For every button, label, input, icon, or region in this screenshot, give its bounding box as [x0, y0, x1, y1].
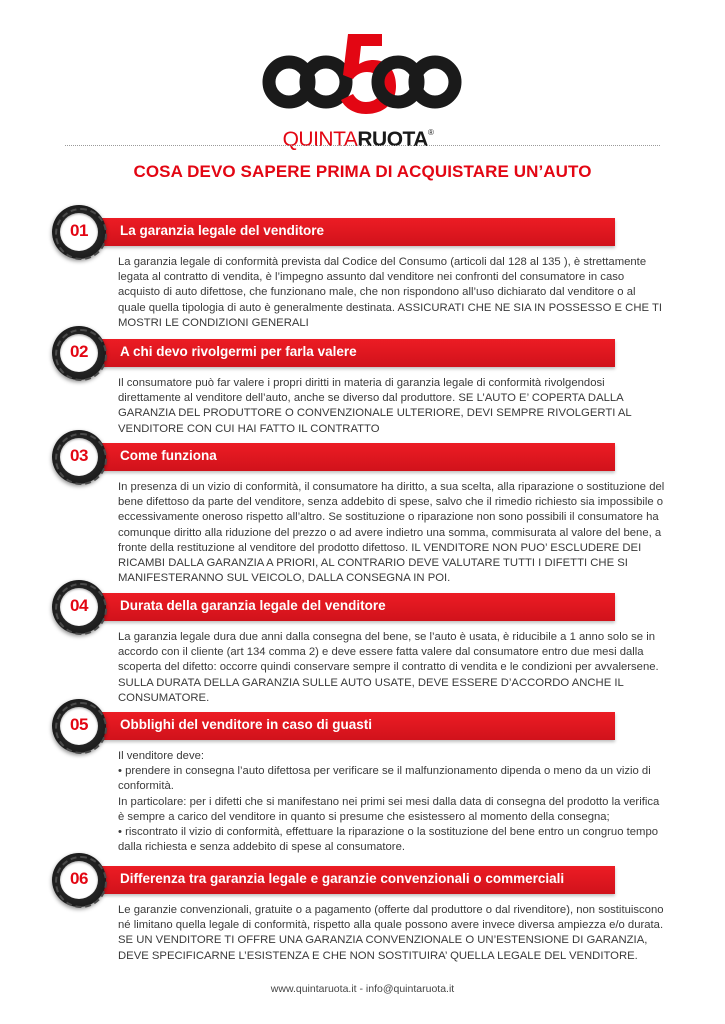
tyre-icon: [52, 430, 106, 484]
section-header-bar: [93, 443, 615, 471]
tyre-icon: [52, 699, 106, 753]
section-title: Differenza tra garanzia legale e garanzie convenzionali o commerciali: [120, 871, 565, 886]
tyre-badge: [60, 213, 98, 251]
tyre-icon: [52, 326, 106, 380]
registered-mark: ®: [427, 128, 434, 137]
tyre-badge: [60, 707, 98, 745]
section-title: Come funziona: [120, 448, 217, 463]
section-title: Obblighi del venditore in caso di guasti: [120, 717, 373, 732]
section-body: [118, 480, 666, 586]
logo-ring-4: [415, 62, 455, 102]
section-number: 04: [70, 596, 88, 615]
brand-name-part1: QUINTA: [282, 128, 358, 151]
section-paragraph: La garanzia legale dura due anni dalla consegna del bene, se l’auto è usata, è riducibile a 1 anno solo se in accordo con il cliente (art 134 comma 2) e deve essere fatta valere dal consumatore entro due mesi dalla scoperta del difetto: occorre quindi conservare sempre il contratto di vendita e le condizioni per avvalersene. SULLA DURATA DELLA GARANZIA SULLE AUTO USATE, DEVE ESSERE D’ACCORDO ANCHE IL CONSUMATORE.: [118, 631, 659, 704]
page-title: COSA DEVO SAPERE PRIMA DI ACQUISTARE UN’AUTO: [133, 162, 592, 181]
section-title: A chi devo rivolgermi per farla valere: [120, 344, 357, 359]
dotted-divider: [65, 145, 660, 146]
section-body: [118, 749, 666, 855]
logo-mark: [262, 26, 462, 126]
brand-name-part2: RUOTA: [357, 128, 428, 151]
section-number: 05: [70, 715, 88, 734]
brand-logo: [262, 26, 462, 151]
tyre-badge: [60, 438, 98, 476]
section-header-bar: [93, 339, 615, 367]
section-number: 06: [70, 869, 88, 888]
section-body: [118, 255, 666, 331]
section-paragraph: Le garanzie convenzionali, gratuite o a pagamento (offerte dal produttore o dal rivenditore), non sostituiscono né limitano quella legale di conformità, rispetto alla quale possono avere invece diversa ampiezza e/o durata. SE UN VENDITORE TI OFFRE UNA GARANZIA CONVENZIONALE O UN’ESTENSIONE DI GARANZIA, DEVE SPECIFICARNE L’ESISTENZA E CHE NON SOSTITUIRA’ QUELLA LEGALE DEL VENDITORE.: [118, 904, 664, 962]
section-paragraph: In presenza di un vizio di conformità, il consumatore ha diritto, a sua scelta, alla riparazione o sostituzione del bene difettoso da parte del venditore, senza addebito di spese, salvo che il rimedio richiesto sia impossibile o eccessivamente oneroso rispetto all’altro. Se sostituzione o riparazione non sono possibili il consumatore ha comunque diritto alla riduzione del prezzo o ad avere indietro una somma, commisurata al valore del bene, a fronte della restituzione al venditore del prodotto difettoso. IL VENDITORE NON PUO’ ESCLUDERE DEI RICAMBI DALLA GARANZIA A PRIORI, AL CONTRARIO DEVE VALUTARE TUTTI I DIFETTI CHE SI MANIFESTERANNO SUL VEICOLO, DALLA CONSEGNA IN POI.: [118, 481, 665, 585]
section-body: [118, 630, 666, 706]
section-title: Durata della garanzia legale del venditore: [120, 598, 386, 613]
tyre-icon: [52, 580, 106, 634]
section-number: 01: [70, 221, 88, 240]
footer-contacts[interactable]: www.quintaruota.it - info@quintaruota.it: [270, 983, 455, 995]
section-paragraph: In particolare: per i difetti che si manifestano nei primi sei mesi dalla data di consegna del prodotto la verifica è sempre a carico del venditore in quanto si presume che esistessero al momento della consegna;: [118, 795, 660, 823]
tyre-badge: [60, 334, 98, 372]
section-header-bar: [93, 866, 615, 894]
section-body: [118, 376, 666, 437]
section-paragraph: Il venditore deve:: [118, 750, 205, 762]
section-paragraph: La garanzia legale di conformità prevista dal Codice del Consumo (articoli dal 128 al 135 ), è strettamente legata al contratto di vendita, è l’impegno assunto dal venditore nei confronti del consumatore in caso acquisto di auto difettose, che funzionano male, che non rispondono all’uso dichiarato dal venditore o al quale quella tipologia di auto è generalmente destinata. ASSICURATI CHE NE SIA IN POSSESSO E CHE TI MOSTRI LE CONDIZIONI GENERALI: [118, 256, 662, 329]
section-header-bar: [93, 593, 615, 621]
tyre-icon: [52, 205, 106, 259]
section-number: 02: [70, 342, 88, 361]
tyre-badge: [60, 588, 98, 626]
logo-ring-2: [306, 62, 346, 102]
brand-name: [262, 129, 454, 150]
section-number: 03: [70, 446, 88, 465]
section-header-bar: [93, 712, 615, 740]
bullet-item: • prendere in consegna l’auto difettosa per verificare se il malfunzionamento dipenda o meno da un vizio di conformità.: [118, 765, 651, 793]
tyre-icon: [52, 853, 106, 907]
section-title: La garanzia legale del venditore: [120, 223, 325, 238]
section-paragraph: Il consumatore può far valere i propri diritti in materia di garanzia legale di conformità rivolgendosi direttamente al venditore dell’auto, anche se diverso dal produttore. SE L’AUTO E’ COPERTA DALLA GARANZIA DEL PRODUTTORE O CONVENZIONALE ULTERIORE, DEVI SEMPRE RIVOLGERTI AL VENDITORE CON CUI HAI FATTO IL CONTRATTO: [118, 377, 632, 435]
tyre-badge: [60, 861, 98, 899]
bullet-item: • riscontrato il vizio di conformità, effettuare la riparazione o la sostituzione del bene entro un congruo tempo dalla richiesta e senza addebito di spese al consumatore.: [118, 826, 659, 854]
section-header-bar: [93, 218, 615, 246]
section-body: [118, 903, 666, 964]
